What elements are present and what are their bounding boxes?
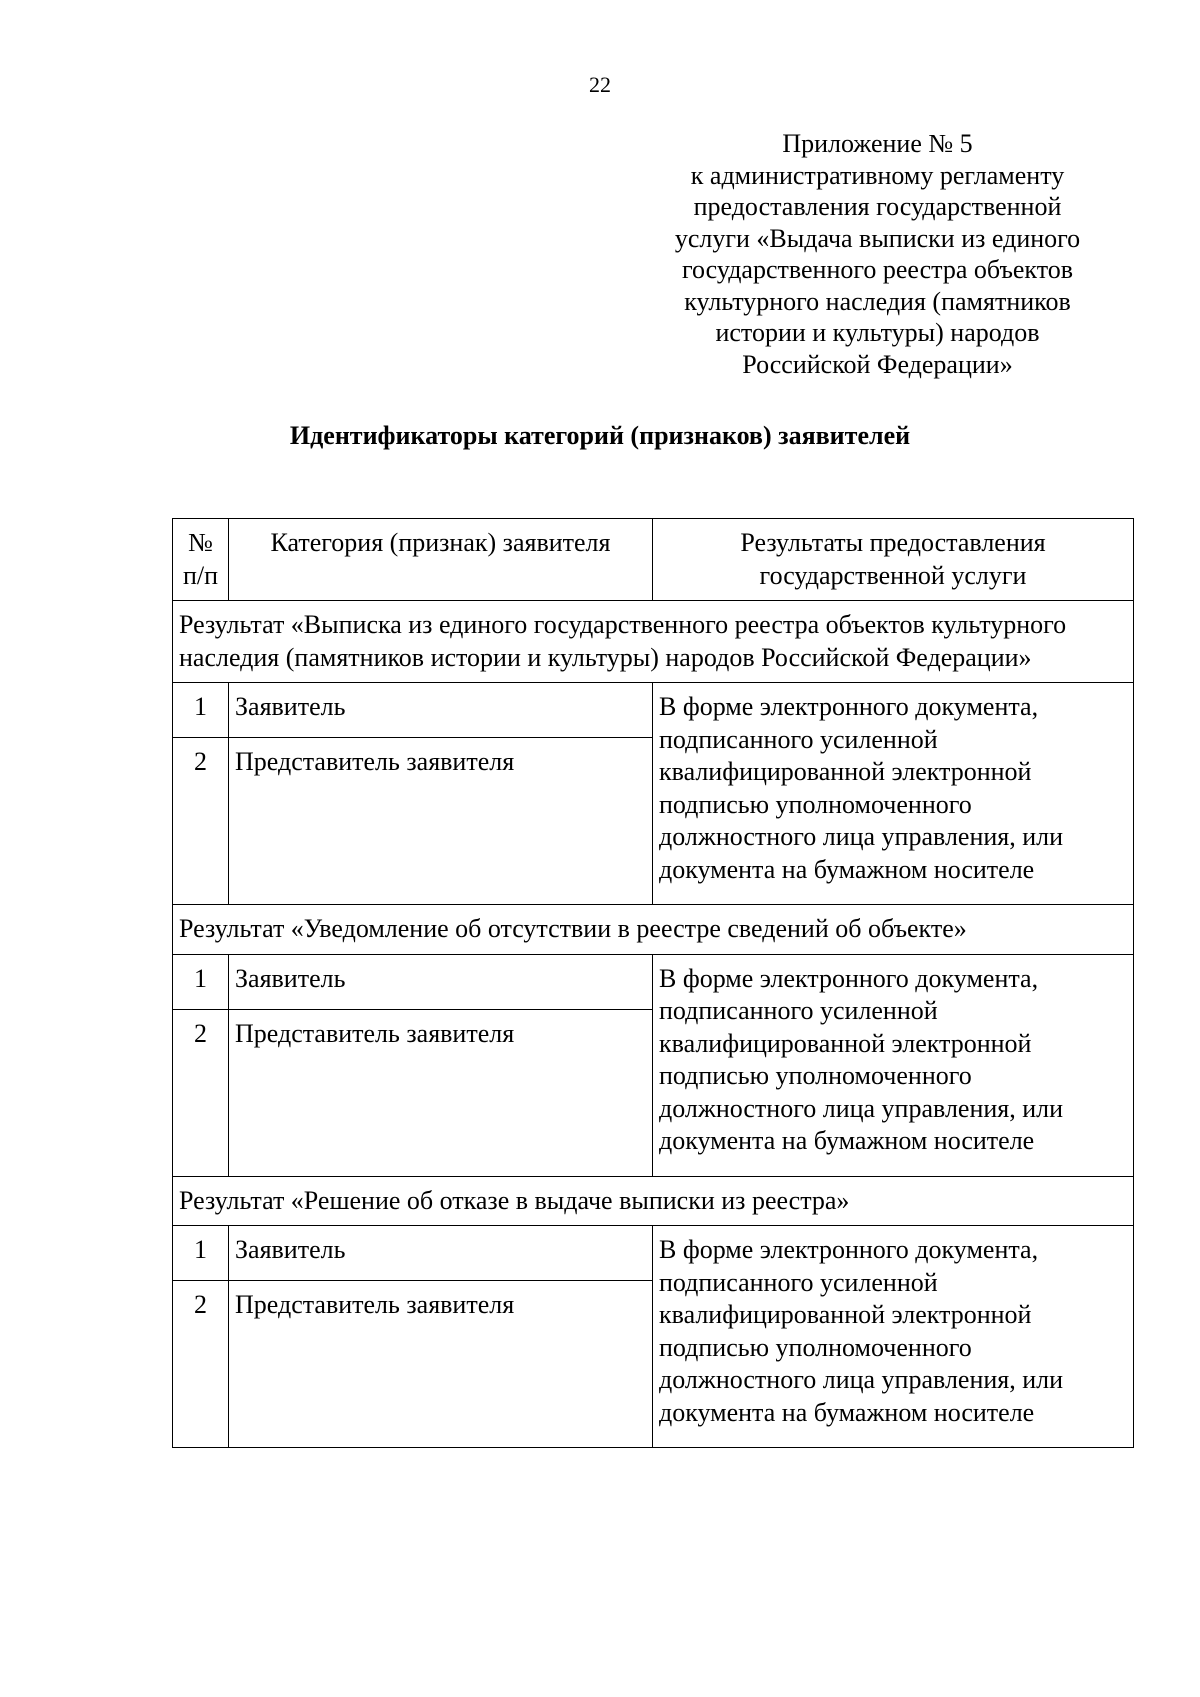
appendix-line: культурного наследия (памятников [684,286,1071,316]
applicant-categories-table [172,518,1134,1448]
group-title-row [173,905,1134,955]
row-category: Заявитель [229,1226,653,1281]
row-category: Заявитель [229,954,653,1009]
appendix-line: государственного реестра объектов [681,255,1074,284]
appendix-header [660,128,1095,380]
table-row [173,683,1134,738]
page-number: 22 [589,72,611,97]
row-category: Представитель заявителя [229,1009,653,1176]
appendix-line: к административному регламенту [690,160,1065,190]
header-number: № п/п [173,519,229,601]
group-title: Результат «Выписка из единого государственного реестра объектов культурного наследия (памятников истории и культуры) народов Российской Федерации» [173,601,1134,683]
row-result: В форме электронного документа, подписанного усиленной квалифицированной электронной подписью уполномоченного должностного лица управления, или документа на бумажном носителе [653,1226,1134,1448]
row-number: 2 [173,1009,229,1176]
appendix-line: Приложение № 5 [782,129,973,158]
row-number: 1 [173,1226,229,1281]
row-result: В форме электронного документа, подписанного усиленной квалифицированной электронной подписью уполномоченного должностного лица управления, или документа на бумажном носителе [653,683,1134,905]
table-row [173,954,1134,1009]
appendix-line: истории и культуры) народов [715,318,1040,347]
appendix-line: Российской Федерации» [742,349,1013,379]
group-title-row [173,1176,1134,1226]
document-title: Идентификаторы категорий (признаков) заявителей [289,421,911,450]
table-row [173,1226,1134,1281]
row-number: 2 [173,1281,229,1448]
row-result: В форме электронного документа, подписанного усиленной квалифицированной электронной подписью уполномоченного должностного лица управления, или документа на бумажном носителе [653,954,1134,1176]
row-category: Заявитель [229,683,653,738]
group-title: Результат «Уведомление об отсутствии в реестре сведений об объекте» [173,905,1134,955]
row-number: 1 [173,954,229,1009]
appendix-line: услуги «Выдача выписки из единого [674,223,1081,253]
row-category: Представитель заявителя [229,1281,653,1448]
group-title-row [173,601,1134,683]
row-number: 1 [173,683,229,738]
row-category: Представитель заявителя [229,738,653,905]
header-category: Категория (признак) заявителя [229,519,653,601]
table-header-row [173,519,1134,601]
group-title: Результат «Решение об отказе в выдаче выписки из реестра» [173,1176,1134,1226]
row-number: 2 [173,738,229,905]
appendix-line: предоставления государственной [693,192,1062,221]
header-result: Результаты предоставления государственной услуги [653,519,1134,601]
